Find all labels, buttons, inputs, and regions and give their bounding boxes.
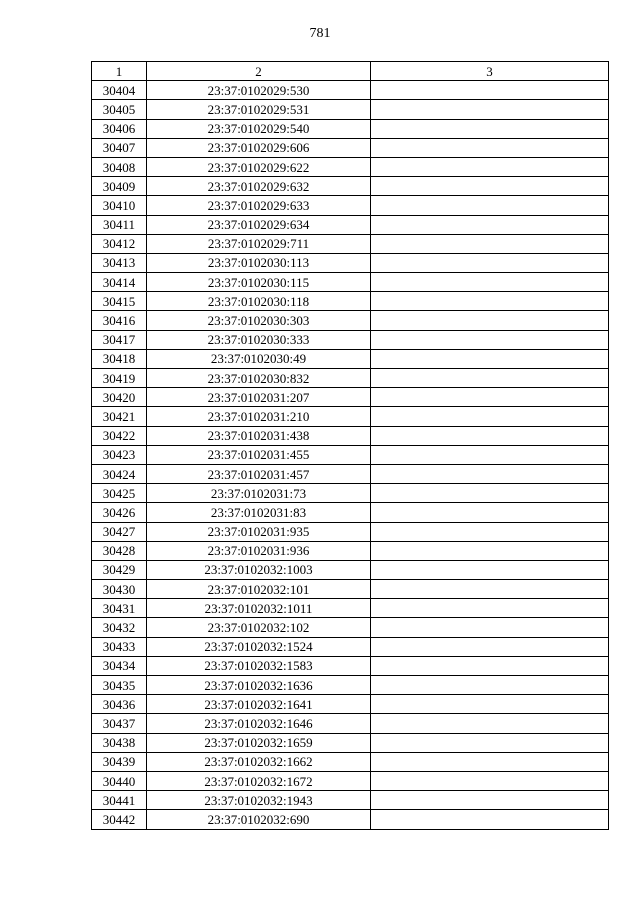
notes-cell [371, 791, 609, 810]
table-row [92, 215, 609, 234]
notes-cell [371, 522, 609, 541]
row-number-cell: 30413 [92, 253, 147, 272]
row-number-cell: 30433 [92, 637, 147, 656]
row-number-cell: 30429 [92, 560, 147, 579]
row-number-cell: 30436 [92, 695, 147, 714]
cadastral-number-cell: 23:37:0102030:115 [147, 273, 371, 292]
row-number-cell: 30415 [92, 292, 147, 311]
row-number-cell: 30428 [92, 541, 147, 560]
notes-cell [371, 311, 609, 330]
table-row [92, 637, 609, 656]
row-number-cell: 30409 [92, 177, 147, 196]
row-number-cell: 30406 [92, 119, 147, 138]
notes-cell [371, 464, 609, 483]
notes-cell [371, 234, 609, 253]
row-number-cell: 30404 [92, 81, 147, 100]
cadastral-number-cell: 23:37:0102031:207 [147, 388, 371, 407]
cadastral-number-cell: 23:37:0102032:1641 [147, 695, 371, 714]
cadastral-number-cell: 23:37:0102032:690 [147, 810, 371, 829]
notes-cell [371, 656, 609, 675]
table-row [92, 771, 609, 790]
row-number-cell: 30410 [92, 196, 147, 215]
row-number-cell: 30423 [92, 445, 147, 464]
notes-cell [371, 100, 609, 119]
notes-cell [371, 330, 609, 349]
notes-cell [371, 177, 609, 196]
row-number-cell: 30431 [92, 599, 147, 618]
row-number-cell: 30417 [92, 330, 147, 349]
table-body [92, 81, 609, 829]
header-row [92, 62, 609, 81]
table-row [92, 484, 609, 503]
notes-cell [371, 119, 609, 138]
cadastral-number-cell: 23:37:0102032:1011 [147, 599, 371, 618]
table-row [92, 599, 609, 618]
table-row [92, 464, 609, 483]
notes-cell [371, 810, 609, 829]
cadastral-number-cell: 23:37:0102029:531 [147, 100, 371, 119]
cadastral-number-cell: 23:37:0102031:935 [147, 522, 371, 541]
table-row [92, 676, 609, 695]
row-number-cell: 30418 [92, 349, 147, 368]
cadastral-number-cell: 23:37:0102029:530 [147, 81, 371, 100]
row-number-cell: 30426 [92, 503, 147, 522]
notes-cell [371, 484, 609, 503]
row-number-cell: 30424 [92, 464, 147, 483]
row-number-cell: 30408 [92, 157, 147, 176]
row-number-cell: 30420 [92, 388, 147, 407]
notes-cell [371, 695, 609, 714]
row-number-cell: 30434 [92, 656, 147, 675]
cadastral-number-cell: 23:37:0102030:832 [147, 369, 371, 388]
table-row [92, 138, 609, 157]
column-header-2: 2 [147, 62, 371, 81]
table-row [92, 810, 609, 829]
table-row [92, 733, 609, 752]
notes-cell [371, 138, 609, 157]
row-number-cell: 30427 [92, 522, 147, 541]
cadastral-number-cell: 23:37:0102031:438 [147, 426, 371, 445]
table-row [92, 522, 609, 541]
notes-cell [371, 733, 609, 752]
table-row [92, 695, 609, 714]
table-row [92, 100, 609, 119]
cadastral-number-cell: 23:37:0102031:73 [147, 484, 371, 503]
row-number-cell: 30430 [92, 580, 147, 599]
notes-cell [371, 637, 609, 656]
cadastral-number-cell: 23:37:0102031:455 [147, 445, 371, 464]
table-row [92, 752, 609, 771]
row-number-cell: 30422 [92, 426, 147, 445]
table-row [92, 273, 609, 292]
cadastral-number-cell: 23:37:0102029:633 [147, 196, 371, 215]
row-number-cell: 30414 [92, 273, 147, 292]
table-row [92, 330, 609, 349]
row-number-cell: 30425 [92, 484, 147, 503]
cadastral-number-cell: 23:37:0102029:622 [147, 157, 371, 176]
cadastral-number-cell: 23:37:0102032:1943 [147, 791, 371, 810]
cadastral-number-cell: 23:37:0102032:1003 [147, 560, 371, 579]
cadastral-number-cell: 23:37:0102031:457 [147, 464, 371, 483]
table-row [92, 791, 609, 810]
table-row [92, 292, 609, 311]
cadastral-table [91, 61, 609, 830]
table-row [92, 177, 609, 196]
table-row [92, 580, 609, 599]
table-row [92, 196, 609, 215]
notes-cell [371, 541, 609, 560]
notes-cell [371, 292, 609, 311]
cadastral-number-cell: 23:37:0102029:634 [147, 215, 371, 234]
table-row [92, 157, 609, 176]
cadastral-number-cell: 23:37:0102032:101 [147, 580, 371, 599]
cadastral-number-cell: 23:37:0102032:1524 [147, 637, 371, 656]
notes-cell [371, 676, 609, 695]
table-row [92, 119, 609, 138]
column-header-3: 3 [371, 62, 609, 81]
table-row [92, 234, 609, 253]
row-number-cell: 30405 [92, 100, 147, 119]
row-number-cell: 30407 [92, 138, 147, 157]
row-number-cell: 30412 [92, 234, 147, 253]
cadastral-number-cell: 23:37:0102030:333 [147, 330, 371, 349]
row-number-cell: 30432 [92, 618, 147, 637]
notes-cell [371, 407, 609, 426]
notes-cell [371, 714, 609, 733]
cadastral-number-cell: 23:37:0102030:303 [147, 311, 371, 330]
cadastral-number-cell: 23:37:0102031:936 [147, 541, 371, 560]
notes-cell [371, 81, 609, 100]
table-row [92, 253, 609, 272]
cadastral-number-cell: 23:37:0102032:1672 [147, 771, 371, 790]
table-header [92, 62, 609, 81]
cadastral-number-cell: 23:37:0102029:632 [147, 177, 371, 196]
notes-cell [371, 215, 609, 234]
table-row [92, 541, 609, 560]
table-row [92, 388, 609, 407]
notes-cell [371, 599, 609, 618]
notes-cell [371, 426, 609, 445]
notes-cell [371, 445, 609, 464]
cadastral-number-cell: 23:37:0102029:540 [147, 119, 371, 138]
notes-cell [371, 273, 609, 292]
notes-cell [371, 618, 609, 637]
table-row [92, 311, 609, 330]
row-number-cell: 30419 [92, 369, 147, 388]
table-row [92, 445, 609, 464]
cadastral-number-cell: 23:37:0102032:1662 [147, 752, 371, 771]
cadastral-number-cell: 23:37:0102032:1636 [147, 676, 371, 695]
row-number-cell: 30440 [92, 771, 147, 790]
row-number-cell: 30435 [92, 676, 147, 695]
cadastral-number-cell: 23:37:0102032:1583 [147, 656, 371, 675]
notes-cell [371, 503, 609, 522]
notes-cell [371, 157, 609, 176]
notes-cell [371, 388, 609, 407]
cadastral-number-cell: 23:37:0102030:49 [147, 349, 371, 368]
row-number-cell: 30441 [92, 791, 147, 810]
row-number-cell: 30439 [92, 752, 147, 771]
cadastral-number-cell: 23:37:0102029:711 [147, 234, 371, 253]
table-row [92, 349, 609, 368]
table-row [92, 560, 609, 579]
table-row [92, 81, 609, 100]
row-number-cell: 30411 [92, 215, 147, 234]
row-number-cell: 30421 [92, 407, 147, 426]
notes-cell [371, 580, 609, 599]
notes-cell [371, 752, 609, 771]
table-row [92, 656, 609, 675]
table-row [92, 369, 609, 388]
cadastral-number-cell: 23:37:0102031:83 [147, 503, 371, 522]
notes-cell [371, 771, 609, 790]
cadastral-number-cell: 23:37:0102029:606 [147, 138, 371, 157]
table-row [92, 407, 609, 426]
table-row [92, 618, 609, 637]
notes-cell [371, 253, 609, 272]
cadastral-number-cell: 23:37:0102031:210 [147, 407, 371, 426]
column-header-1: 1 [92, 62, 147, 81]
page-number: 781 [309, 26, 331, 41]
cadastral-number-cell: 23:37:0102032:102 [147, 618, 371, 637]
row-number-cell: 30438 [92, 733, 147, 752]
table-row [92, 503, 609, 522]
row-number-cell: 30442 [92, 810, 147, 829]
notes-cell [371, 369, 609, 388]
notes-cell [371, 560, 609, 579]
row-number-cell: 30416 [92, 311, 147, 330]
row-number-cell: 30437 [92, 714, 147, 733]
table-row [92, 426, 609, 445]
cadastral-number-cell: 23:37:0102032:1646 [147, 714, 371, 733]
cadastral-number-cell: 23:37:0102030:118 [147, 292, 371, 311]
cadastral-number-cell: 23:37:0102030:113 [147, 253, 371, 272]
notes-cell [371, 196, 609, 215]
cadastral-number-cell: 23:37:0102032:1659 [147, 733, 371, 752]
table-row [92, 714, 609, 733]
notes-cell [371, 349, 609, 368]
